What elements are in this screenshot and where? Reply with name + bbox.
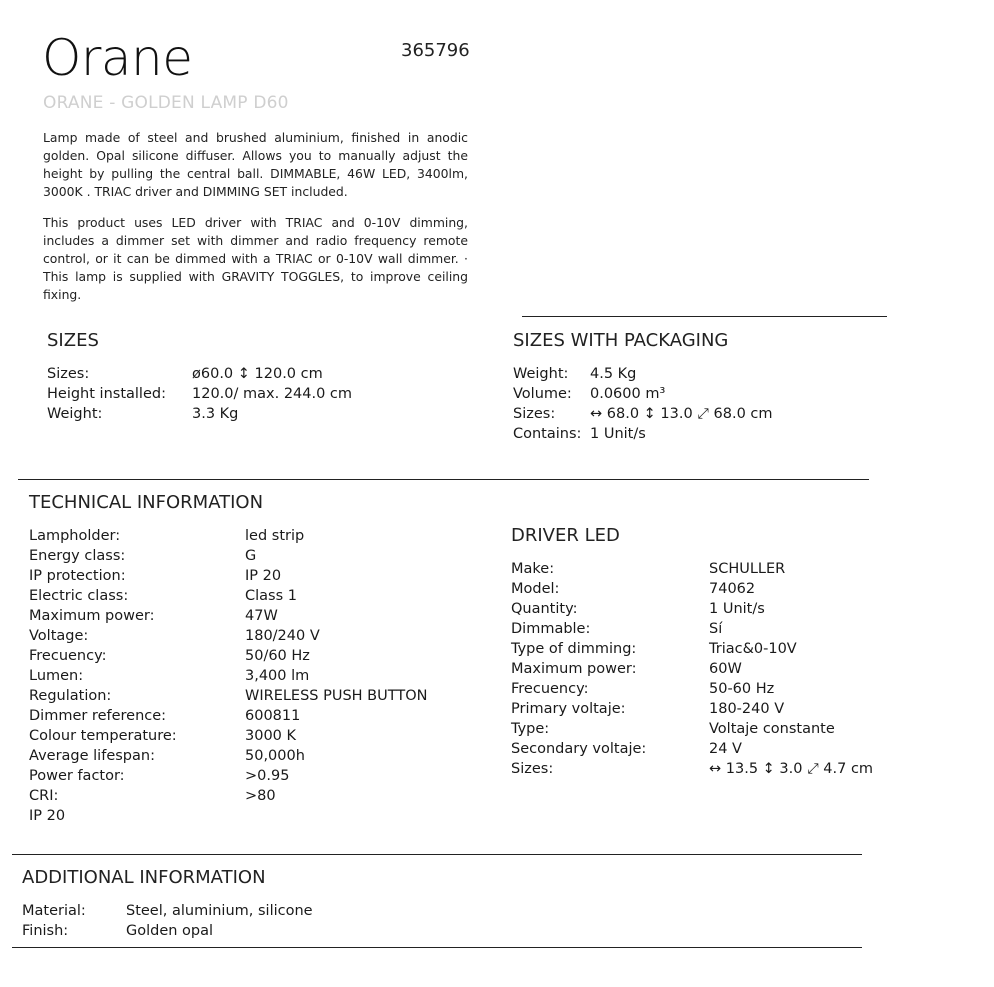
spec-value: 47W — [245, 608, 278, 624]
spec-label: Weight: — [47, 406, 103, 422]
spec-value: 24 V — [709, 741, 742, 757]
spec-value: 50,000h — [245, 748, 305, 764]
divider-packaging — [522, 316, 887, 317]
spec-value: Steel, aluminium, silicone — [126, 903, 313, 919]
spec-value: 4.5 Kg — [590, 366, 637, 382]
spec-label: Electric class: — [29, 588, 129, 604]
spec-value: 50-60 Hz — [709, 681, 775, 697]
spec-value: 74062 — [709, 581, 756, 597]
spec-value: 3,400 lm — [245, 668, 310, 684]
spec-label: Sizes: — [47, 366, 90, 382]
spec-value: ↔ 13.5 ↕ 3.0 ⤢ 4.7 cm — [709, 761, 874, 777]
spec-value: ø60.0 ↕ 120.0 cm — [192, 366, 323, 382]
spec-value: 3000 K — [245, 728, 297, 744]
spec-label: Average lifespan: — [29, 748, 155, 764]
spec-label: Make: — [511, 561, 555, 577]
packaging-title: SIZES WITH PACKAGING — [513, 330, 729, 351]
spec-label: CRI: — [29, 788, 59, 804]
spec-label: IP 20 — [29, 808, 66, 824]
spec-label: Volume: — [513, 386, 572, 402]
spec-value: SCHULLER — [709, 561, 786, 577]
spec-value: 50/60 Hz — [245, 648, 310, 664]
spec-value: led strip — [245, 528, 305, 544]
spec-label: Energy class: — [29, 548, 126, 564]
spec-label: Dimmer reference: — [29, 708, 167, 724]
spec-label: Sizes: — [511, 761, 554, 777]
product-title: Orane — [42, 29, 193, 87]
spec-value: Golden opal — [126, 923, 214, 939]
product-reference: 365796 — [401, 40, 470, 61]
spec-value: 180/240 V — [245, 628, 320, 644]
spec-value: >0.95 — [245, 768, 290, 784]
spec-label: Type: — [511, 721, 550, 737]
spec-label: Secondary voltaje: — [511, 741, 647, 757]
spec-value: 3.3 Kg — [192, 406, 239, 422]
spec-label: Model: — [511, 581, 560, 597]
spec-label: Finish: — [22, 923, 69, 939]
spec-label: Weight: — [513, 366, 569, 382]
spec-value: 0.0600 m³ — [590, 386, 666, 402]
spec-label: Dimmable: — [511, 621, 591, 637]
spec-label: Frecuency: — [511, 681, 589, 697]
spec-label: Maximum power: — [511, 661, 637, 677]
spec-label: Type of dimming: — [511, 641, 637, 657]
spec-value: 60W — [709, 661, 742, 677]
spec-label: Lampholder: — [29, 528, 121, 544]
product-subtitle: ORANE - GOLDEN LAMP D60 — [43, 93, 289, 113]
spec-label: Voltage: — [29, 628, 89, 644]
spec-label: Regulation: — [29, 688, 112, 704]
sizes-title: SIZES — [47, 330, 99, 351]
description-paragraph-2: This product uses LED driver with TRIAC and 0-10V dimming, includes a dimmer set with dimmer and radio frequency remote control, or it can be dimmed with a TRIAC or 0-10V wall dimmer. · This lamp is supplied with GRAVITY TOGGLES, to improve ceiling fixing. — [43, 215, 468, 302]
spec-label: Contains: — [513, 426, 582, 442]
spec-label: Sizes: — [513, 406, 556, 422]
spec-value: Sí — [709, 621, 723, 637]
spec-value: 1 Unit/s — [590, 426, 646, 442]
spec-value: 120.0/ max. 244.0 cm — [192, 386, 353, 402]
additional-title: ADDITIONAL INFORMATION — [22, 867, 266, 888]
divider-additional — [12, 854, 862, 855]
spec-label: Quantity: — [511, 601, 578, 617]
spec-value: IP 20 — [245, 568, 282, 584]
spec-label: Lumen: — [29, 668, 84, 684]
spec-label: Colour temperature: — [29, 728, 177, 744]
spec-label: Material: — [22, 903, 86, 919]
spec-label: Primary voltaje: — [511, 701, 626, 717]
spec-value: >80 — [245, 788, 276, 804]
technical-title: TECHNICAL INFORMATION — [29, 492, 264, 513]
spec-value: ↔ 68.0 ↕ 13.0 ⤢ 68.0 cm — [590, 406, 773, 422]
spec-label: Height installed: — [47, 386, 166, 402]
spec-value: Voltaje constante — [709, 721, 835, 737]
divider-technical — [18, 479, 869, 480]
spec-value: Triac&0-10V — [709, 641, 797, 657]
spec-value: 1 Unit/s — [709, 601, 765, 617]
driver-title: DRIVER LED — [511, 525, 620, 546]
spec-label: Frecuency: — [29, 648, 107, 664]
spec-label: Power factor: — [29, 768, 125, 784]
spec-label: IP protection: — [29, 568, 126, 584]
spec-value: Class 1 — [245, 588, 297, 604]
description-paragraph-1: Lamp made of steel and brushed aluminium, finished in anodic golden. Opal silicone diffuser. Allows you to manually adjust the height by pulling the central ball. DIMMABLE, 46W LED, 3400lm, 3000K . TRIAC driver and DIMMING SET included. — [43, 130, 468, 199]
spec-value: 180-240 V — [709, 701, 785, 717]
spec-value: 600811 — [245, 708, 301, 724]
spec-label: Maximum power: — [29, 608, 155, 624]
spec-value: G — [245, 548, 257, 564]
divider-bottom — [12, 947, 862, 948]
spec-value: WIRELESS PUSH BUTTON — [245, 688, 428, 704]
